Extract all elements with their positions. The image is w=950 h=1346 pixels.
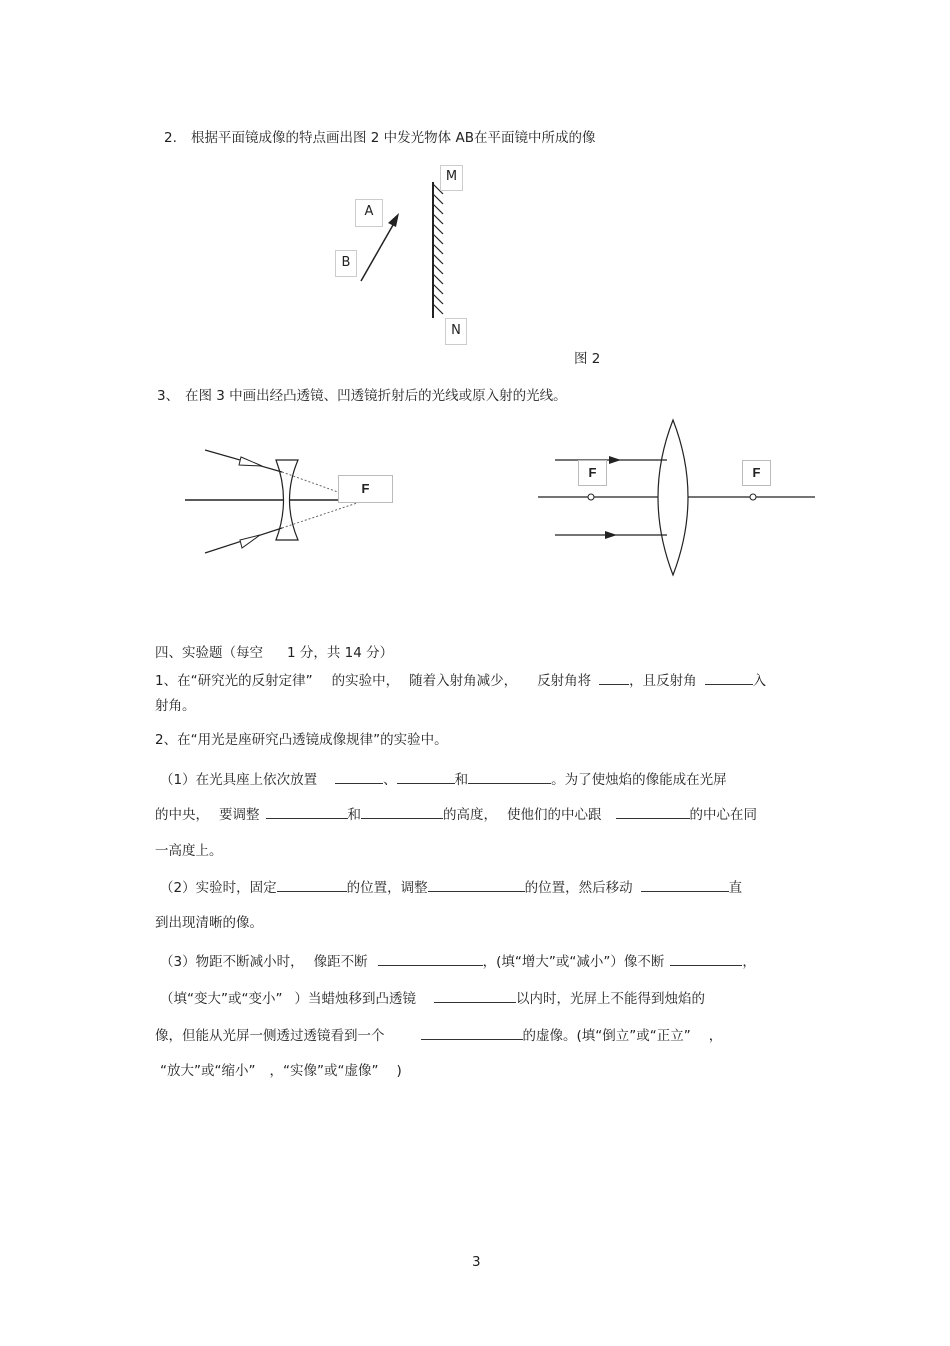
answer-blank[interactable] (616, 804, 690, 819)
q2-number: 2. (164, 130, 177, 146)
answer-blank[interactable] (361, 804, 443, 819)
answer-blank[interactable] (468, 769, 551, 784)
e2-step3-line3: 像，但能从光屏一侧透过透镜看到一个 的虚像。(填“倒立”或“正立” ， (155, 1025, 722, 1045)
experiment-1-line-2: 射角。 (155, 698, 196, 714)
q3-number: 3、 (157, 388, 180, 404)
focus-label-left: F (578, 460, 607, 486)
e2-step2-line2: 到出现清晰的像。 (155, 915, 263, 931)
answer-blank[interactable] (705, 670, 753, 685)
arrow-ray-top (609, 456, 621, 464)
answer-blank[interactable] (421, 1025, 523, 1040)
focal-point-right (750, 494, 756, 500)
q3-text: 在图 3 中画出经凸透镜、凹透镜折射后的光线或原入射的光线。 (185, 388, 567, 404)
label-m: M (440, 165, 463, 191)
object-arrowhead (388, 213, 399, 227)
label-a: A (355, 199, 383, 227)
focus-label-right: F (742, 460, 771, 486)
focal-point-left (588, 494, 594, 500)
arrow-top (239, 457, 262, 466)
mirror-hatching (433, 184, 443, 314)
arrow-bottom (240, 535, 260, 548)
answer-blank[interactable] (266, 804, 348, 819)
label-b: B (335, 250, 357, 277)
answer-blank[interactable] (428, 877, 525, 892)
e2-step1-line3: 一高度上。 (155, 843, 223, 859)
answer-blank[interactable] (434, 988, 516, 1003)
answer-blank[interactable] (335, 769, 383, 784)
section-4-title: 四、实验题（每空 1 分，共 14 分） (155, 645, 394, 661)
answer-blank[interactable] (670, 951, 742, 966)
answer-blank[interactable] (378, 951, 483, 966)
label-n: N (445, 318, 467, 345)
convex-lens-diagram (535, 415, 820, 580)
e2-step1-line1: （1）在光具座上依次放置 、 和 。为了使烛焰的像能成在光屏 (160, 769, 727, 789)
answer-blank[interactable] (397, 769, 455, 784)
experiment-2-title: 2、在“用光是座研究凸透镜成像规律”的实验中。 (155, 732, 448, 748)
answer-blank[interactable] (641, 877, 729, 892)
e2-step2-line1: （2）实验时，固定 的位置，调整 的位置，然后移动 直 (160, 877, 742, 897)
object-ab-arrow (361, 218, 397, 281)
q2-text: 根据平面镜成像的特点画出图 2 中发光物体 AB在平面镜中所成的像 (191, 130, 596, 146)
figure-2-caption: 图 2 (574, 351, 601, 367)
convex-lens (658, 420, 688, 575)
answer-blank[interactable] (599, 670, 629, 685)
extension-bottom (282, 501, 363, 528)
experiment-1-line-1: 1、在“研究光的反射定律” 的实验中， 随着入射角减少， 反射角将 ，且反射角 入 (155, 670, 766, 690)
e2-step3-line1: （3）物距不断减小时， 像距不断 ，(填“增大”或“减小”）像不断 ， (160, 951, 756, 971)
answer-blank[interactable] (277, 877, 347, 892)
e2-step3-line4: “放大”或“缩小” ，“实像”或“虚像” ) (160, 1063, 402, 1079)
e2-step3-line2: （填“变大”或“变小” ）当蜡烛移到凸透镜 以内时，光屏上不能得到烛焰的 (160, 988, 705, 1008)
arrow-ray-bottom (605, 531, 617, 539)
e2-step1-line2: 的中央， 要调整 和 的高度， 使他们的中心跟 的中心在同 (155, 804, 757, 824)
page-number: 3 (472, 1254, 481, 1270)
focus-label-concave: F (338, 475, 393, 503)
